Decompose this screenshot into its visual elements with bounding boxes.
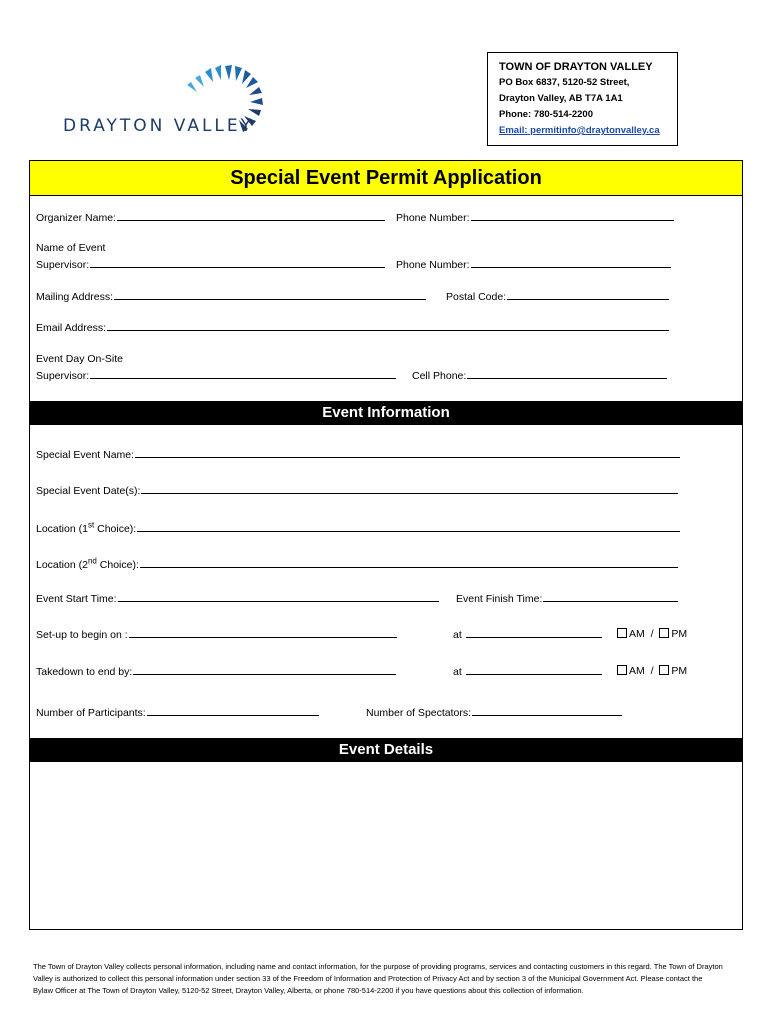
event-information-header: Event Information: [29, 401, 743, 425]
setup-begin-field[interactable]: [36, 627, 397, 642]
event-finish-time-field[interactable]: [456, 591, 678, 606]
spectators-field[interactable]: [366, 705, 622, 720]
setup-slash: /: [650, 628, 654, 640]
phone-number-label: Phone Number:: [396, 212, 470, 224]
email-address-label: Email Address:: [36, 322, 107, 334]
town-title: TOWN OF DRAYTON VALLEY: [499, 61, 653, 73]
location-2nd-choice-field[interactable]: [36, 554, 678, 572]
event-details-header: Event Details: [29, 738, 743, 762]
setup-begin-label: Set-up to begin on :: [36, 629, 128, 641]
town-phone: Phone: 780-514-2200: [499, 109, 593, 120]
location-1st-choice-field[interactable]: [36, 518, 680, 536]
takedown-time-field[interactable]: [453, 664, 602, 679]
event-supervisor-label-2: Supervisor:: [36, 259, 90, 271]
mailing-address-field[interactable]: [36, 289, 426, 304]
takedown-pm-checkbox[interactable]: [659, 665, 669, 675]
special-event-dates-label: Special Event Date(s):: [36, 485, 141, 497]
takedown-end-label: Takedown to end by:: [36, 666, 133, 678]
town-email-link[interactable]: Email: permitinfo@draytonvalley.ca: [499, 125, 660, 136]
event-details-textarea[interactable]: [30, 762, 742, 929]
event-supervisor-field[interactable]: [36, 257, 385, 272]
form-title: Special Event Permit Application: [29, 160, 743, 196]
special-event-dates-field[interactable]: [36, 483, 678, 498]
takedown-am-label: AM: [629, 665, 645, 677]
event-start-time-field[interactable]: [36, 591, 439, 606]
takedown-at-label: at: [453, 666, 462, 678]
privacy-footer: The Town of Drayton Valley collects personal information, including name and contact information, for the purpose of providing programs, services and contacting customers in this regard. The Town of Drayton Valley is authorized to collect this personal information under section 33 of the Freedom of Information and Protection of Privacy Act and by section 3 of the Municipal Government Act. Please contact the Bylaw Officer at The Town of Drayton Valley, 5120-52 Street, Drayton Valley, Alberta, or phone 780-514-2200 if you have questions about this collection of information.: [33, 962, 723, 995]
onsite-supervisor-label-2: Supervisor:: [36, 370, 90, 382]
drayton-valley-logo-icon: [55, 60, 305, 150]
event-finish-time-label: Event Finish Time:: [456, 593, 543, 605]
town-address-1: PO Box 6837, 5120-52 Street,: [499, 77, 630, 88]
organizer-name-field[interactable]: [36, 210, 385, 225]
setup-time-field[interactable]: [453, 627, 602, 642]
location-2nd-choice-label: Location (2nd Choice):: [36, 556, 139, 571]
phone-number-2-field[interactable]: [396, 257, 671, 272]
email-address-field[interactable]: [36, 320, 669, 335]
postal-code-label: Postal Code:: [446, 291, 507, 303]
takedown-pm-label: PM: [671, 665, 688, 677]
setup-am-label: AM: [629, 628, 645, 640]
cell-phone-label: Cell Phone:: [412, 370, 467, 382]
takedown-am-pm-group: [617, 664, 687, 678]
logo-text: DRAYTON VALLEY: [63, 116, 255, 136]
setup-pm-checkbox[interactable]: [659, 628, 669, 638]
town-info-box: [487, 52, 678, 146]
special-event-name-label: Special Event Name:: [36, 449, 135, 461]
onsite-supervisor-field[interactable]: [36, 368, 396, 383]
town-address-2: Drayton Valley, AB T7A 1A1: [499, 93, 623, 104]
phone-number-field[interactable]: [396, 210, 674, 225]
takedown-end-field[interactable]: [36, 664, 396, 679]
setup-am-checkbox[interactable]: [617, 628, 627, 638]
mailing-address-label: Mailing Address:: [36, 291, 114, 303]
takedown-am-checkbox[interactable]: [617, 665, 627, 675]
cell-phone-field[interactable]: [412, 368, 667, 383]
phone-number-2-label: Phone Number:: [396, 259, 470, 271]
setup-at-label: at: [453, 629, 462, 641]
spectators-label: Number of Spectators:: [366, 707, 472, 719]
postal-code-field[interactable]: [446, 289, 669, 304]
event-start-time-label: Event Start Time:: [36, 593, 117, 605]
participants-field[interactable]: [36, 705, 319, 720]
special-event-name-field[interactable]: [36, 447, 680, 462]
participants-label: Number of Participants:: [36, 707, 146, 719]
onsite-supervisor-label-1: Event Day On-Site: [36, 353, 123, 365]
setup-pm-label: PM: [671, 628, 688, 640]
organizer-name-label: Organizer Name:: [36, 212, 116, 224]
setup-am-pm-group: [617, 627, 687, 641]
event-supervisor-label-1: Name of Event: [36, 242, 106, 254]
takedown-slash: /: [650, 665, 654, 677]
location-1st-choice-label: Location (1st Choice):: [36, 520, 137, 535]
